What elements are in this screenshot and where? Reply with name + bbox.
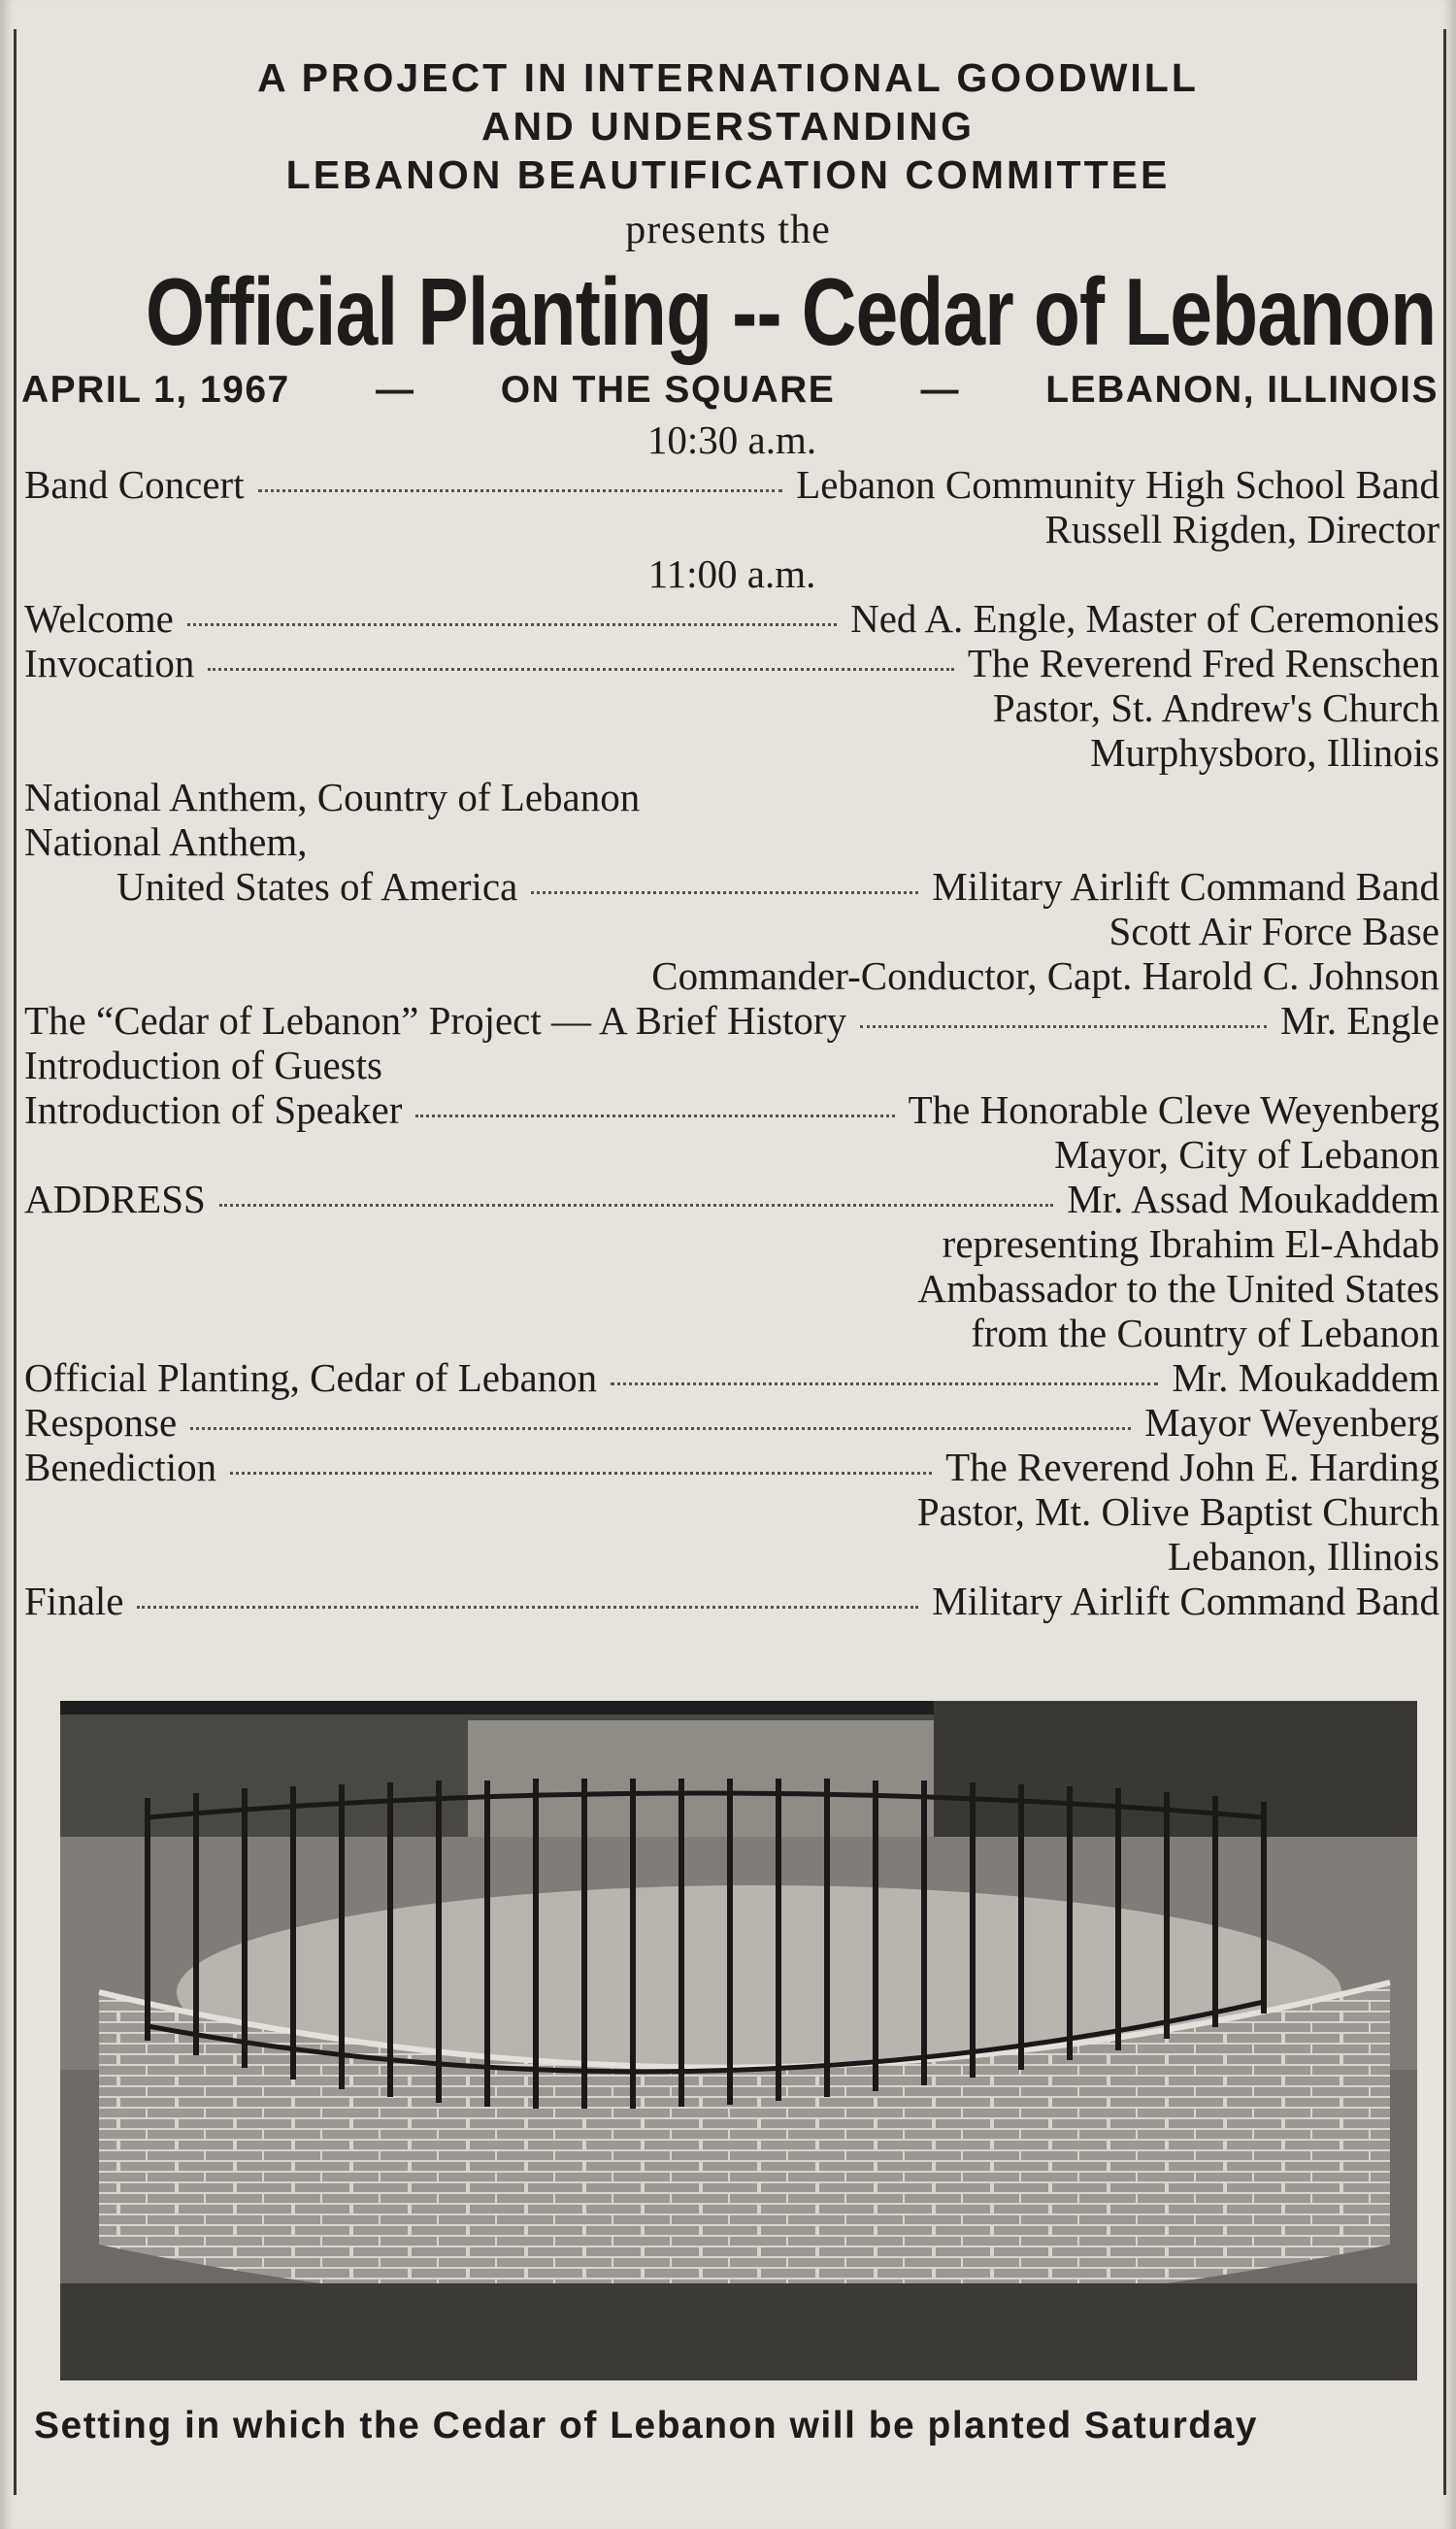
right-border-rule bbox=[1443, 29, 1446, 2495]
header-line-1: A PROJECT IN INTERNATIONAL GOODWILL bbox=[257, 55, 1199, 100]
item-subline bbox=[24, 953, 1439, 998]
program-item-welcome bbox=[24, 596, 1439, 641]
item-value: Mayor Weyenberg bbox=[1144, 1400, 1439, 1445]
item-value: The Honorable Cleve Weyenberg bbox=[908, 1087, 1439, 1132]
program-item-finale bbox=[24, 1579, 1439, 1623]
newspaper-photo bbox=[60, 1701, 1417, 2380]
subline-text: Commander-Conductor, Capt. Harold C. Johnson bbox=[651, 953, 1439, 998]
photo-caption: Setting in which the Cedar of Lebanon will be planted Saturday bbox=[34, 2405, 1258, 2446]
subline-text: Russell Rigden, Director bbox=[1044, 507, 1439, 551]
event-location: ON THE SQUARE bbox=[500, 369, 836, 411]
program-item-anthem-us bbox=[24, 819, 1439, 864]
presents-text: presents the bbox=[625, 208, 831, 252]
fenced-planting-bed-photo bbox=[60, 1701, 1417, 2380]
time-text: 10:30 a.m. bbox=[646, 417, 817, 462]
dot-leader bbox=[208, 660, 954, 671]
item-label: Introduction of Speaker bbox=[24, 1087, 403, 1132]
event-city: LEBANON, ILLINOIS bbox=[1045, 369, 1439, 411]
item-subline bbox=[24, 685, 1439, 730]
dot-leader bbox=[190, 1419, 1131, 1430]
item-label: Invocation bbox=[24, 641, 195, 685]
subline-text: Mayor, City of Lebanon bbox=[1054, 1132, 1439, 1177]
item-label: Benediction bbox=[24, 1445, 217, 1489]
event-date: APRIL 1, 1967 bbox=[21, 369, 290, 411]
dot-leader bbox=[258, 482, 783, 492]
dateline bbox=[21, 369, 1439, 412]
item-subline bbox=[24, 1132, 1439, 1177]
dot-leader bbox=[860, 1017, 1267, 1028]
program-list bbox=[24, 417, 1439, 1623]
item-subline bbox=[24, 1534, 1439, 1579]
item-label: Welcome bbox=[24, 596, 174, 641]
program-item-address bbox=[24, 1177, 1439, 1221]
program-item-invocation bbox=[24, 641, 1439, 685]
time-heading bbox=[24, 551, 1439, 596]
item-label: National Anthem, bbox=[24, 819, 308, 864]
item-value: Military Airlift Command Band bbox=[932, 1579, 1439, 1623]
item-value: Military Airlift Command Band bbox=[932, 864, 1439, 909]
item-label: Band Concert bbox=[24, 462, 245, 507]
subline-text: from the Country of Lebanon bbox=[971, 1311, 1439, 1355]
event-title: Official Planting -- Cedar of Lebanon bbox=[146, 258, 1437, 365]
dot-leader bbox=[531, 883, 918, 894]
program-item-response bbox=[24, 1400, 1439, 1445]
item-value: The Reverend Fred Renschen bbox=[967, 641, 1439, 685]
item-subline bbox=[24, 1221, 1439, 1266]
item-value: Mr. Assad Moukaddem bbox=[1067, 1177, 1439, 1221]
dot-leader bbox=[230, 1464, 932, 1475]
program-item-planting bbox=[24, 1355, 1439, 1400]
program-item-anthem-lebanon bbox=[24, 775, 1439, 819]
time-heading bbox=[24, 417, 1439, 462]
program-item-speaker bbox=[24, 1087, 1439, 1132]
item-label: Finale bbox=[24, 1579, 124, 1623]
subline-text: Pastor, Mt. Olive Baptist Church bbox=[916, 1489, 1439, 1534]
time-text: 11:00 a.m. bbox=[647, 551, 816, 596]
program-item-band-concert bbox=[24, 462, 1439, 507]
item-value: Mr. Moukaddem bbox=[1172, 1355, 1439, 1400]
item-value: Ned A. Engle, Master of Ceremonies bbox=[850, 596, 1439, 641]
dash-separator: — bbox=[376, 369, 415, 411]
item-subline bbox=[24, 1489, 1439, 1534]
item-subline bbox=[24, 730, 1439, 775]
item-label: United States of America bbox=[116, 864, 518, 909]
dot-leader bbox=[187, 616, 837, 626]
item-subline bbox=[24, 1311, 1439, 1355]
dot-leader bbox=[219, 1196, 1053, 1207]
program-item-guests bbox=[24, 1043, 1439, 1087]
subline-text: Murphysboro, Illinois bbox=[1090, 730, 1439, 775]
subline-text: representing Ibrahim El-Ahdab bbox=[942, 1221, 1439, 1266]
committee-name: LEBANON BEAUTIFICATION COMMITTEE bbox=[285, 152, 1171, 197]
program-item-benediction bbox=[24, 1445, 1439, 1489]
program-item-history bbox=[24, 998, 1439, 1043]
dash-separator: — bbox=[920, 369, 961, 411]
item-subline bbox=[24, 1266, 1439, 1311]
header-line-2: AND UNDERSTANDING bbox=[480, 104, 976, 149]
item-subline bbox=[24, 507, 1439, 551]
dot-leader bbox=[415, 1107, 894, 1117]
dot-leader bbox=[611, 1375, 1158, 1385]
item-value: Mr. Engle bbox=[1280, 998, 1439, 1043]
subline-text: Pastor, St. Andrew's Church bbox=[992, 685, 1439, 730]
item-label: ADDRESS bbox=[24, 1177, 206, 1221]
dot-leader bbox=[137, 1598, 918, 1609]
subline-text: Scott Air Force Base bbox=[1109, 909, 1439, 953]
item-value: The Reverend John E. Harding bbox=[945, 1445, 1439, 1489]
subline-text: Ambassador to the United States bbox=[917, 1266, 1439, 1311]
left-border-rule bbox=[14, 29, 17, 2495]
item-label: Official Planting, Cedar of Lebanon bbox=[24, 1355, 598, 1400]
header bbox=[0, 53, 1456, 368]
program-item-anthem-us-cont bbox=[24, 864, 1439, 909]
item-label: The “Cedar of Lebanon” Project — A Brief History bbox=[24, 998, 847, 1043]
item-value: Lebanon Community High School Band bbox=[796, 462, 1439, 507]
item-label: Response bbox=[24, 1400, 178, 1445]
subline-text: Lebanon, Illinois bbox=[1167, 1534, 1439, 1579]
item-label: Introduction of Guests bbox=[24, 1043, 382, 1087]
item-subline bbox=[24, 909, 1439, 953]
item-label: National Anthem, Country of Lebanon bbox=[24, 775, 641, 819]
